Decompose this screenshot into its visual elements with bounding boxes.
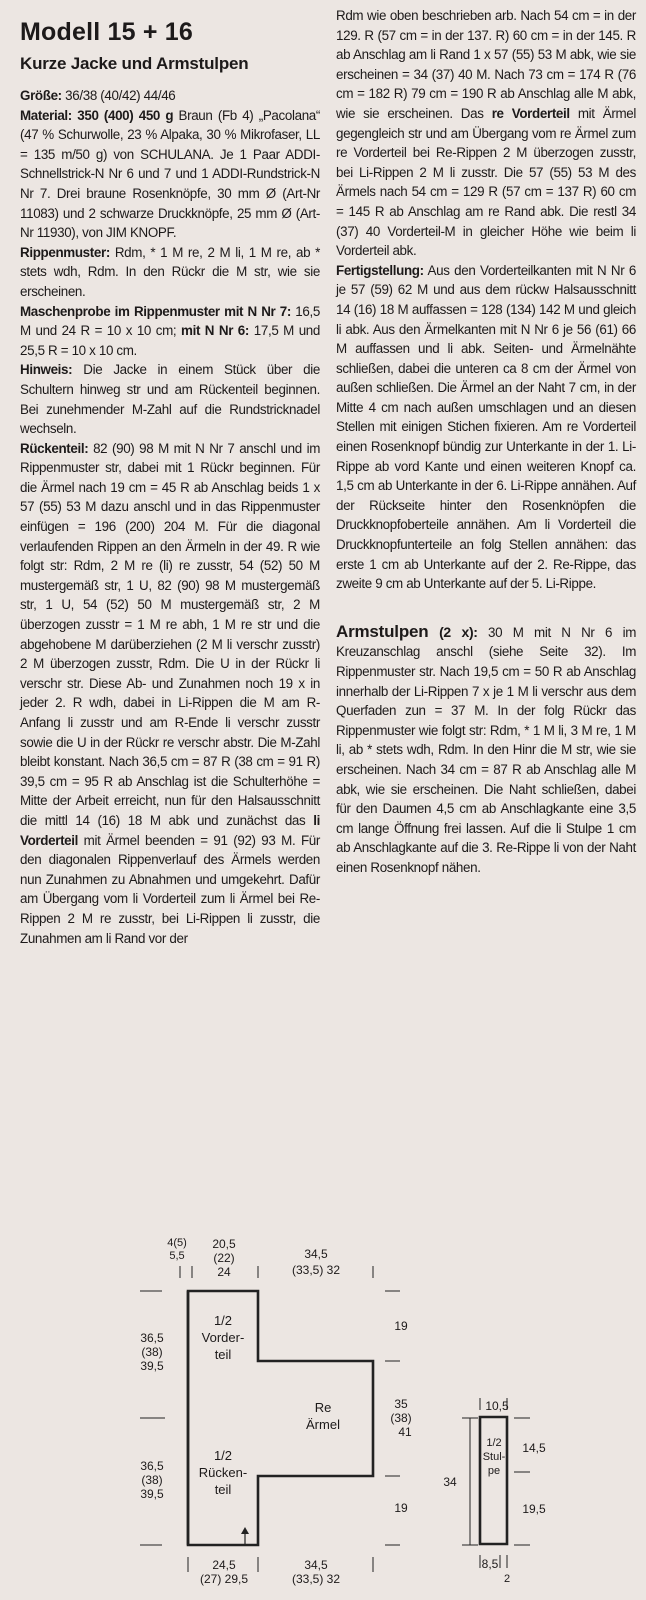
rib-pattern-label: Rippenmuster: [20, 244, 110, 260]
dim-stulpe-top: 10,5 [485, 1399, 509, 1413]
wrist-warmer-label-2: Stul- [482, 1451, 506, 1463]
dim-left-lower-1: 36,5 [140, 1459, 164, 1473]
continuation-text: Rdm wie oben beschrieben arb. Nach 54 cm = in der 129. R (57 cm = in der 137. R) 60 cm = in der 145. R ab Anschlag am li Rand 1 x 57 (55) 53 M abk, wie sie erscheinen = 34 (37) 40 M. Nach 73 cm = 174 R (76 cm = 182 R) 79 cm = 190 R ab Anschlag alle M abk, wie sie erscheinen. Das [336, 8, 636, 121]
dim-left-upper-1: 36,5 [140, 1331, 164, 1345]
wrist-warmers-text: 30 M mit N Nr 6 im Kreuzanschlag anschl (siehe Seite 32). Im Rippenmuster str. Nach 19,5 cm = 50 R ab Anschlag innerhalb der Li-Rippen 7 x je 1 M li verschr aus dem Querfaden zun = 37 M. In der folg Rückr das Rippenmuster wie folgt str: Rdm, * 1 M li, 3 M re, 1 M li, ab * stets wdh, Rdm. In den Hinr die M str, wie sie erscheinen. Nach 34 cm = 87 R ab Anschlag alle M abk, wie sie erscheinen. Die Naht schließen, dabei für den Daumen 4,5 cm ab Anschlagkante eine 3,5 cm lange Öffnung frei lassen. Auf die li Stulpe 1 cm ab Anschlagkante auf die 3. Re-Rippe li von der Naht einen Rosenknopf nähen. [336, 624, 636, 875]
back-piece-text-2: mit Ärmel beenden = 91 (92) 93 M. Für den diagonalen Rippenverlauf des Ärmels werden nun Zunahmen zu Abnahmen und umgekehrt. Dafür am Übergang vom li Vorderteil zum li Ärmel bei Re-Rippen 2 M re zusstr, bei Li-Rippen li zusstr, die Zunahmen am li Rand vor der [20, 832, 320, 946]
material-label: Material: 350 (400) 450 g [20, 107, 174, 123]
arrow-head [241, 1527, 249, 1534]
dim-body-width-1: 24,5 [212, 1558, 236, 1572]
wrist-warmer-label-3: pe [487, 1465, 501, 1477]
wrist-warmers-title: Armstulpen [336, 621, 429, 641]
dim-neck-1: 4(5) [167, 1237, 187, 1249]
finishing-label: Fertigstellung: [336, 262, 424, 278]
dim-front-width-1: 20,5 [212, 1237, 236, 1251]
left-front-label: li Vorderteil [20, 812, 320, 848]
back-label-2: Rücken- [198, 1465, 248, 1480]
back-piece-label: Rückenteil: [20, 440, 89, 456]
dim-right-mid-3: 41 [398, 1425, 412, 1439]
dim-left-lower-3: 39,5 [140, 1487, 164, 1501]
front-label-1: 1/2 [213, 1313, 233, 1328]
sleeve-label-2: Ärmel [306, 1417, 340, 1432]
dim-sleeve-top-2: (33,5) 32 [291, 1263, 341, 1277]
gauge-text-2: 17,5 M und 25,5 R = 10 x 10 cm. [20, 323, 321, 358]
dim-sleeve-bottom-1: 34,5 [304, 1558, 328, 1572]
dim-right-top: 19 [394, 1319, 408, 1333]
dim-body-width-2: (27) 29,5 [199, 1572, 249, 1586]
dim-right-mid-2: (38) [390, 1411, 412, 1425]
dim-left-lower-2: (38) [141, 1473, 163, 1487]
front-label-3: teil [214, 1347, 232, 1362]
right-front-label: re Vorderteil [491, 105, 570, 121]
gauge-label-1: Maschenprobe im Rippenmuster mit N Nr 7: [20, 303, 291, 319]
material-text: Braun (Fb 4) „Pacolana“ (47 % Schurwolle, 23 % Alpaka, 30 % Mikrofaser, LL = 135 m/50 g) von SCHULANA. Je 1 Paar ADDI-Schnellstrick-N Nr 6 und 7 und 1 ADDI-Rundstrick-N Nr 7. Drei braune Rosenknöpfe, 30 mm Ø (Art-Nr 11083) und 2 schwarze Druckknöpfe, 25 mm Ø (Art-Nr 11930), von JIM KNOPF. [20, 107, 321, 241]
dim-left-upper-2: (38) [141, 1345, 163, 1359]
continuation-text-2: mit Ärmel gegengleich str und am Übergang vom re Ärmel zum re Vorderteil bei Re-Rippen 2 M überzogen zusstr, bei Li-Rippen 2 M li zusstr. Die 57 (55) 53 M des Ärmels nach 54 cm = 129 R (57 cm = 137 R) 60 cm = 145 R ab Anschlag am re Rand abk. Die restl 34 (37) 40 Vorderteil-M in gleicher Höhe wie beim li Vorderteil abk. [336, 105, 636, 259]
back-label-1: 1/2 [213, 1448, 233, 1463]
dim-stulpe-upper: 14,5 [522, 1441, 546, 1455]
note-text: Die Jacke in einem Stück über die Schultern hinweg str und am Rückenteil beginnen. Bei zunehmender M-Zahl auf die Rundstricknadel wechseln. [20, 362, 320, 437]
dim-stulpe-height: 34 [443, 1475, 457, 1489]
dim-stulpe-bottom: 8,5 [481, 1557, 499, 1571]
wrist-warmer-label-1: 1/2 [486, 1437, 502, 1449]
sleeve-label-1: Re [314, 1400, 332, 1415]
gauge-text-1: 16,5 M und 24 R = 10 x 10 cm; [20, 303, 320, 339]
dim-sleeve-bottom-2: (33,5) 32 [291, 1572, 341, 1586]
dim-left-upper-3: 39,5 [140, 1359, 164, 1373]
dim-front-width-2: (22) [213, 1251, 235, 1265]
note-label: Hinweis: [20, 362, 73, 378]
size-label: Größe: [20, 88, 62, 103]
page-subtitle: Kurze Jacke und Armstulpen [20, 54, 249, 73]
dim-sleeve-top-1: 34,5 [304, 1247, 328, 1261]
size-text: 36/38 (40/42) 44/46 [61, 88, 176, 103]
finishing-text: Aus den Vorderteilkanten mit N Nr 6 je 57 (59) 62 M und aus dem rückw Halsausschnitt 14 (16) 18 M auffassen = 128 (134) 142 M und gleich li abk. Aus den Ärmelkanten mit N Nr 6 je 56 (61) 66 M auffassen und li abk. Seiten- und Ärmelnähte schließen, dabei die unteren ca 8 cm der Ärmel von außen schließen. Die Ärmel an der Naht 7 cm, in der Mitte 4 cm nach außen umschlagen und an diesen Stellen mit einigen Stichen fixieren. Am re Vorderteil einen Rosenknopf bündig zur Unterkante in der 1. Li-Rippe ab vord Kante und einen weiteren Knopf ca. 1,5 cm ab Unterkante in der 6. Li-Rippe annähen. Auf der Rückseite hinter den Rosenknöpfen die Druckknopfoberteile annähen. Am li Vorderteil die Druckknopfunterteile an folg Stellen annähen: das erste 1 cm ab Unterkante auf der 2. Re-Rippe, das zweite 9 cm ab Unterkante auf der 5. Li-Rippe. [336, 262, 636, 592]
dim-front-width-3: 24 [217, 1265, 231, 1279]
dim-stulpe-lower: 19,5 [522, 1502, 546, 1516]
back-piece-text: 82 (90) 98 M mit N Nr 7 anschl und im Rippenmuster str, dabei mit 1 Rückr beginnen. Für die Ärmel nach 19 cm = 45 R ab Anschlag beids 1 x 57 (55) 53 M dazu anschl und in das Rippenmuster einfügen = 196 (200) 204 M. Für die diagonal verlaufenden Rippen an den Ärmeln in der 49. R wie folgt str: Rdm, 2 M re (li) re zusstr, 54 (52) 50 M mustergemäß str, 1 U, 82 (90) 98 M mustergemäß str, 1 U, 54 (52) 50 M mustergemäß str, 2 M überzogen zusstr = 1 M re abh, 1 M re str und die abgehobene M darüberziehen (2 M li verschr zusstr) 2 M überzogen zusstr, Rdm. Die U in der Rückr li verschr str. Diese Ab- und Zunahmen noch 19 x in jeder 2. R wdh, dabei in Li-Rippen die M am R-Anfang li zusstr und am R-Ende li verschr zusstr sowie die U in der Rückr re verschr abstr. Die M-Zahl bleibt konstant. Nach 36,5 cm = 87 R (38 cm = 91 R) 39,5 cm = 95 R ab Anschlag ist die Schulterhöhe = Mitte der Arbeit erreicht, nun für den Halsausschnitt die mittl 14 (16) 18 M abk und zunächst das [20, 440, 320, 828]
front-label-2: Vorder- [201, 1330, 245, 1345]
dim-right-mid-1: 35 [394, 1397, 408, 1411]
rib-pattern-text: Rdm, * 1 M re, 2 M li, 1 M re, ab * stets wdh, Rdm. In den Rückr die M str, wie sie erscheinen. [20, 244, 320, 299]
dim-stulpe-small: 2 [503, 1573, 511, 1585]
gauge-label-2: mit N Nr 6: [181, 323, 250, 339]
page-title: Modell 15 + 16 [20, 18, 194, 46]
back-label-3: teil [214, 1482, 232, 1497]
dim-right-bottom: 19 [394, 1501, 408, 1515]
dim-neck-2: 5,5 [169, 1250, 185, 1262]
wrist-warmers-count: (2 x): [428, 623, 478, 640]
